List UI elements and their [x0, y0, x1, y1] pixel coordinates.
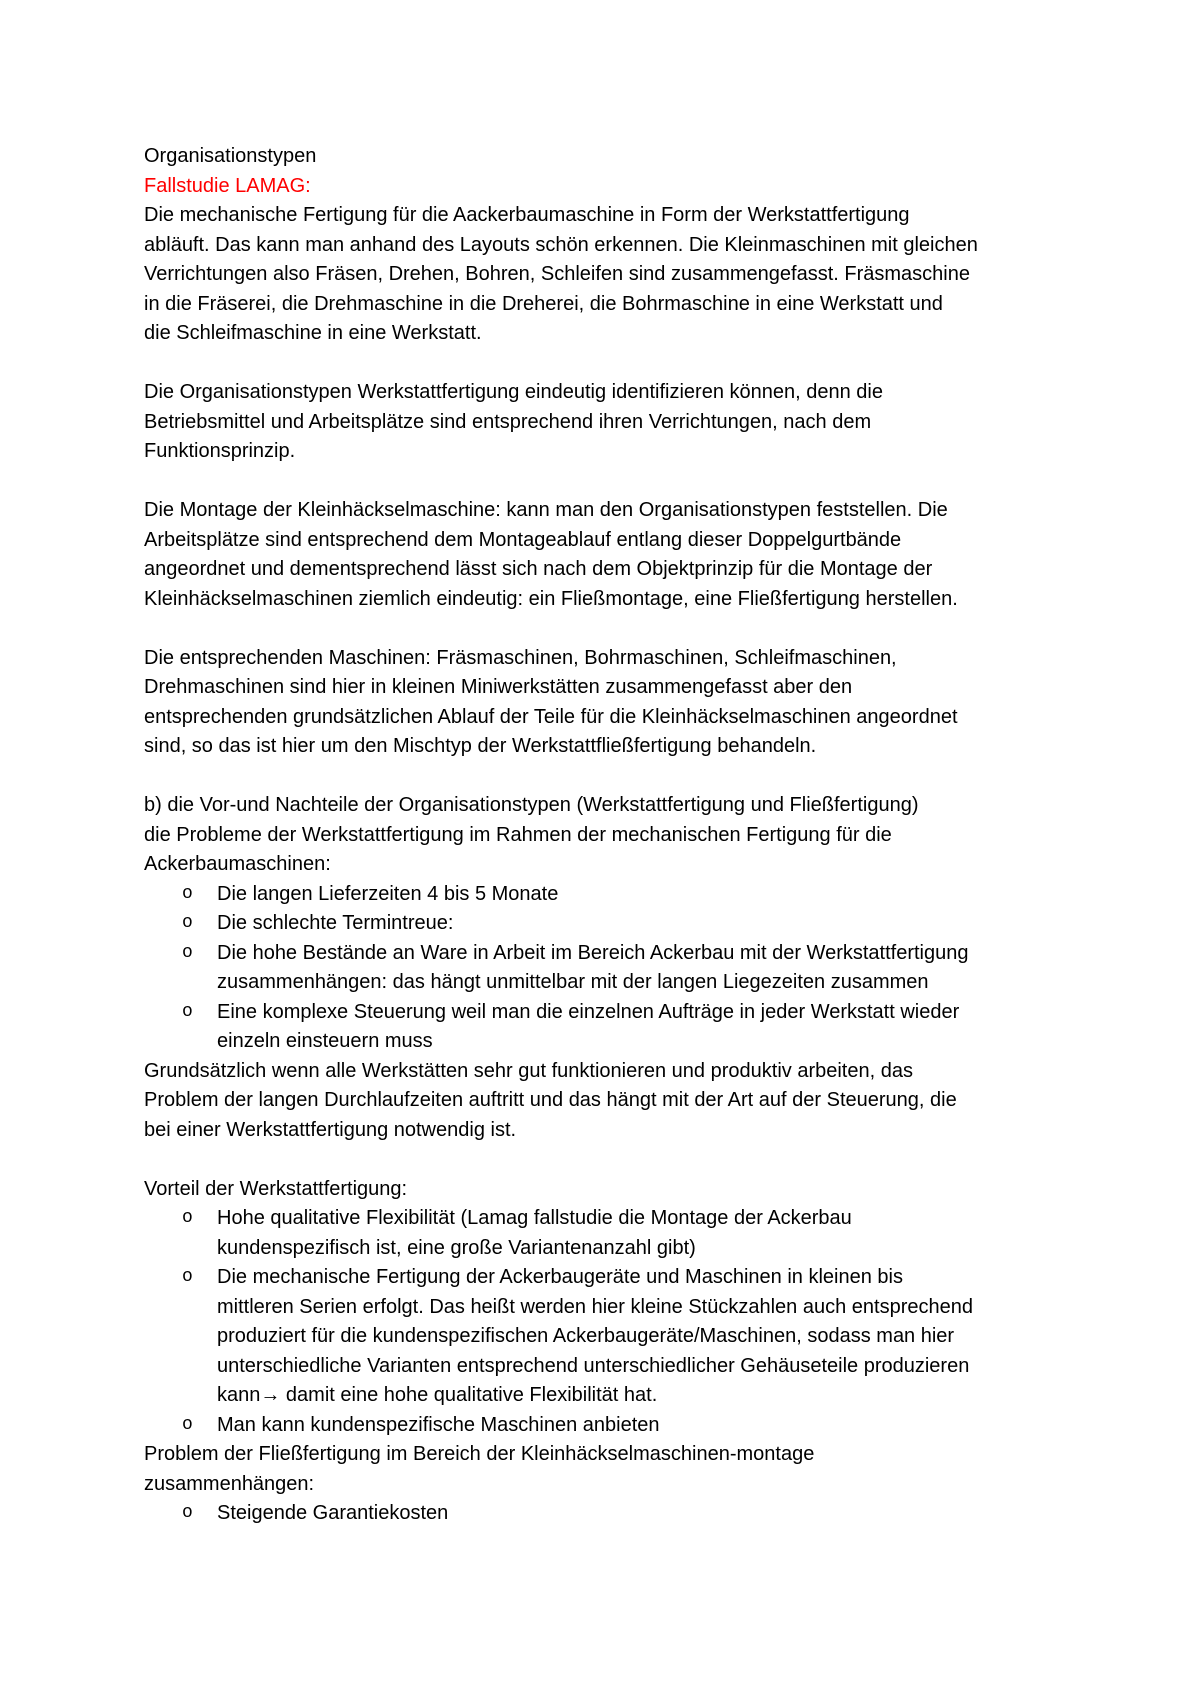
text-line: die Schleifmaschine in eine Werkstatt. — [144, 322, 482, 344]
text-line: Grundsätzlich wenn alle Werkstätten sehr gut funktionieren und produktiv arbeiten, das — [144, 1059, 913, 1082]
text-line: abläuft. Das kann man anhand des Layouts schön erkennen. Die Kleinmaschinen mit gleichen — [144, 233, 978, 256]
list-item — [144, 1204, 1084, 1263]
list-item-text: Man kann kundenspezifische Maschinen anbieten — [217, 1413, 660, 1436]
list-item — [144, 939, 1084, 998]
text-line: Funktionsprinzip. — [144, 440, 296, 462]
list-item-text: kundenspezifisch ist, eine große Variantenanzahl gibt) — [217, 1236, 696, 1259]
list-item — [144, 909, 1084, 939]
list-item-text: kann→ damit eine hohe qualitative Flexibilität hat. — [217, 1384, 658, 1406]
list-item — [144, 998, 1084, 1057]
paragraph-1 — [144, 201, 1084, 349]
list-item — [144, 1411, 1084, 1441]
text-line: Problem der Fließfertigung im Bereich der Kleinhäckselmaschinen-montage — [144, 1443, 815, 1465]
text-line: Ackerbaumaschinen: — [144, 853, 331, 875]
list-item-text: mittleren Serien erfolgt. Das heißt werden hier kleine Stückzahlen auch entsprechend — [217, 1295, 973, 1318]
document-page — [144, 142, 1084, 1529]
text-line: Drehmaschinen sind hier in kleinen Miniwerkstätten zusammengefasst aber den — [144, 676, 853, 698]
text-line: die Probleme der Werkstattfertigung im Rahmen der mechanischen Fertigung für die — [144, 823, 892, 846]
list-item — [144, 1499, 1084, 1529]
list-item-text: Die hohe Bestände an Ware in Arbeit im Bereich Ackerbau mit der Werkstattfertigung — [217, 941, 969, 964]
list-item-text: Die mechanische Fertigung der Ackerbaugeräte und Maschinen in kleinen bis — [217, 1266, 903, 1288]
text-line: Betriebsmittel und Arbeitsplätze sind entsprechend ihren Verrichtungen, nach dem — [144, 410, 872, 433]
text-line: b) die Vor-und Nachteile der Organisationstypen (Werkstattfertigung und Fließfertigung) — [144, 794, 919, 816]
flow-problems-list — [144, 1499, 1084, 1529]
text-line: Verrichtungen also Fräsen, Drehen, Bohren, Schleifen sind zusammengefasst. Fräsmaschine — [144, 263, 970, 285]
paragraph-2 — [144, 378, 1084, 467]
document-heading: Organisationstypen — [144, 145, 317, 167]
paragraph-4 — [144, 644, 1084, 762]
disadvantages-list — [144, 880, 1084, 1057]
bullet-icon: o — [182, 1001, 193, 1022]
text-line: Die Montage der Kleinhäckselmaschine: kann man den Organisationstypen feststellen. Die — [144, 499, 948, 521]
bullet-icon: o — [182, 1503, 193, 1523]
list-item-text: unterschiedliche Varianten entsprechend unterschiedlicher Gehäuseteile produzieren — [217, 1354, 970, 1377]
text-line: sind, so das ist hier um den Mischtyp der Werkstattfließfertigung behandeln. — [144, 735, 817, 757]
bullet-icon: o — [182, 1267, 193, 1287]
text-line: entsprechenden grundsätzlichen Ablauf der Teile für die Kleinhäckselmaschinen angeordnet — [144, 705, 958, 728]
list-item-text: zusammenhängen: das hängt unmittelbar mit der langen Liegezeiten zusammen — [217, 971, 929, 993]
text-line: Arbeitsplätze sind entsprechend dem Montageablauf entlang dieser Doppelgurtbände — [144, 528, 902, 551]
paragraph-5 — [144, 791, 1084, 880]
bullet-icon: o — [182, 883, 193, 904]
list-item-text: Eine komplexe Steuerung weil man die einzelnen Aufträge in jeder Werkstatt wieder — [217, 1000, 960, 1023]
advantages-list — [144, 1204, 1084, 1440]
paragraph-3 — [144, 496, 1084, 614]
list-item-text: Die langen Lieferzeiten 4 bis 5 Monate — [217, 882, 559, 905]
bullet-icon: o — [182, 942, 193, 963]
bullet-icon: o — [182, 1414, 193, 1435]
advantages-title: Vorteil der Werkstattfertigung: — [144, 1177, 408, 1200]
list-item-text: Die schlechte Termintreue: — [217, 912, 454, 934]
bullet-icon: o — [182, 913, 193, 933]
list-item — [144, 880, 1084, 910]
case-study-title: Fallstudie LAMAG: — [144, 174, 311, 197]
text-line: in die Fräserei, die Drehmaschine in die Dreherei, die Bohrmaschine in eine Werkstatt und — [144, 292, 943, 315]
list-item-text: einzeln einsteuern muss — [217, 1030, 433, 1052]
list-item-text: Steigende Garantiekosten — [217, 1502, 449, 1524]
paragraph-6 — [144, 1057, 1084, 1146]
text-line: Die mechanische Fertigung für die Aackerbaumaschine in Form der Werkstattfertigung — [144, 204, 910, 226]
list-item — [144, 1263, 1084, 1411]
text-line: zusammenhängen: — [144, 1472, 315, 1495]
text-line: angeordnet und dementsprechend lässt sich nach dem Objektprinzip für die Montage der — [144, 558, 933, 580]
list-item-text: produziert für die kundenspezifischen Ackerbaugeräte/Maschinen, sodass man hier — [217, 1325, 955, 1347]
text-line: Problem der langen Durchlaufzeiten auftritt und das hängt mit der Art auf der Steuerung, die — [144, 1089, 957, 1111]
list-item-text: Hohe qualitative Flexibilität (Lamag fallstudie die Montage der Ackerbau — [217, 1207, 852, 1229]
text-line: Die entsprechenden Maschinen: Fräsmaschinen, Bohrmaschinen, Schleifmaschinen, — [144, 646, 897, 669]
text-line: Die Organisationstypen Werkstattfertigung eindeutig identifizieren können, denn die — [144, 381, 883, 403]
text-line: bei einer Werkstattfertigung notwendig ist. — [144, 1118, 517, 1141]
paragraph-7 — [144, 1440, 1084, 1499]
text-line: Kleinhäckselmaschinen ziemlich eindeutig: ein Fließmontage, eine Fließfertigung herstellen. — [144, 587, 958, 610]
bullet-icon: o — [182, 1208, 193, 1228]
